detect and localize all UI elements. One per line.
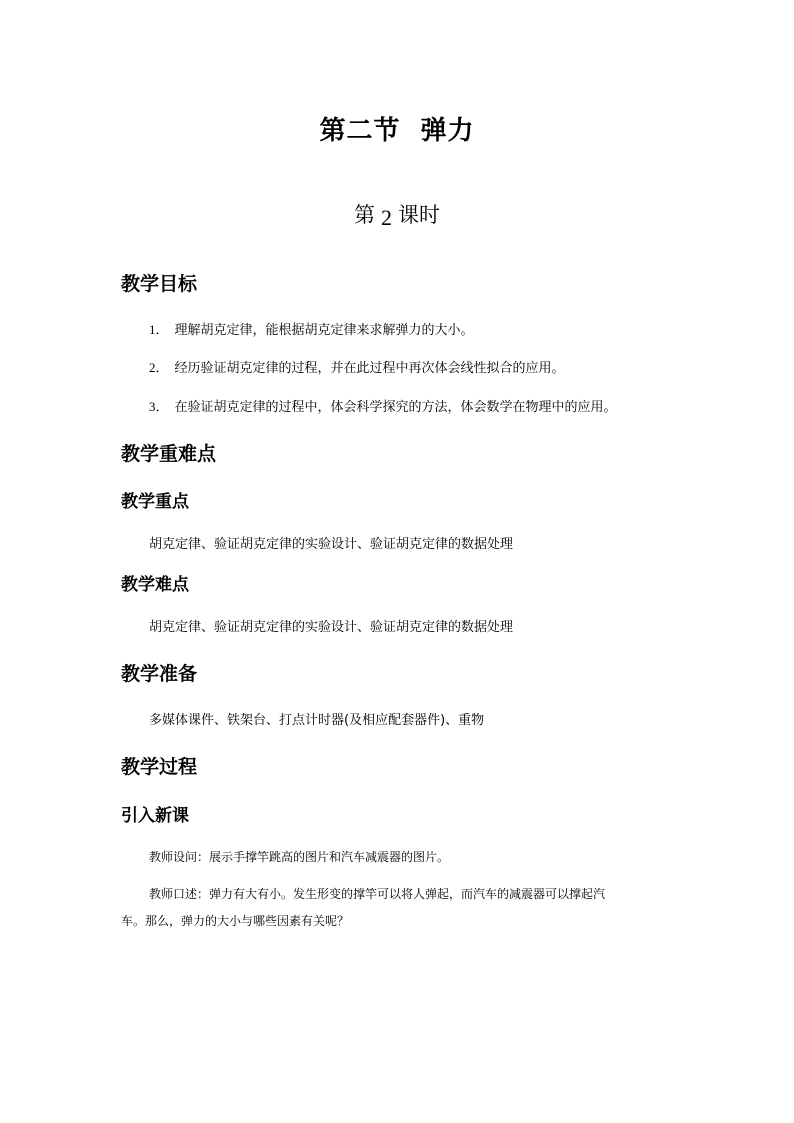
preparation-text: 多媒体课件、铁架台、打点计时器(及相应配套器件)、重物 bbox=[149, 713, 485, 728]
intro-paragraph-1: 教师设问：展示手撑竿跳高的图片和汽车减震器的图片。 bbox=[149, 850, 450, 864]
intro-paragraph-2-continued: 车。那么，弹力的大小与哪些因素有关呢？ bbox=[121, 914, 350, 928]
objective-number: 3． bbox=[149, 399, 169, 414]
key-points-text: 胡克定律、验证胡克定律的实验设计、验证胡克定律的数据处理 bbox=[149, 537, 514, 552]
objective-text: 在验证胡克定律的过程中，体会科学探究的方法，体会数学在物理中的应用。 bbox=[174, 400, 617, 415]
key-points-heading: 教学重点 bbox=[121, 492, 189, 512]
page-title: 第二节 弹力 bbox=[319, 116, 475, 146]
preparation-heading: 教学准备 bbox=[121, 663, 198, 685]
lesson-number: 2 bbox=[381, 205, 392, 230]
objective-item bbox=[149, 396, 617, 415]
difficult-points-heading: 教学难点 bbox=[121, 575, 189, 595]
objective-number: 2． bbox=[149, 360, 169, 375]
objective-text: 理解胡克定律，能根据胡克定律来求解弹力的大小。 bbox=[174, 323, 474, 338]
objective-text: 经历验证胡克定律的过程，并在此过程中再次体会线性拟合的应用。 bbox=[174, 361, 565, 376]
process-heading: 教学过程 bbox=[121, 756, 198, 778]
objective-number: 1． bbox=[149, 322, 169, 337]
intro-heading: 引入新课 bbox=[121, 806, 189, 826]
objective-item bbox=[149, 319, 474, 338]
intro-paragraph-2: 教师口述：弹力有大有小。发生形变的撑竿可以将人弹起，而汽车的减震器可以撑起汽 bbox=[149, 887, 606, 901]
key-difficult-heading: 教学重难点 bbox=[121, 443, 217, 465]
lesson-subtitle bbox=[0, 199, 794, 229]
objectives-heading: 教学目标 bbox=[121, 273, 198, 295]
difficult-points-text: 胡克定律、验证胡克定律的实验设计、验证胡克定律的数据处理 bbox=[149, 620, 514, 635]
subtitle-suffix: 课时 bbox=[398, 203, 440, 227]
objective-item bbox=[149, 357, 565, 376]
subtitle-prefix: 第 bbox=[354, 203, 375, 227]
